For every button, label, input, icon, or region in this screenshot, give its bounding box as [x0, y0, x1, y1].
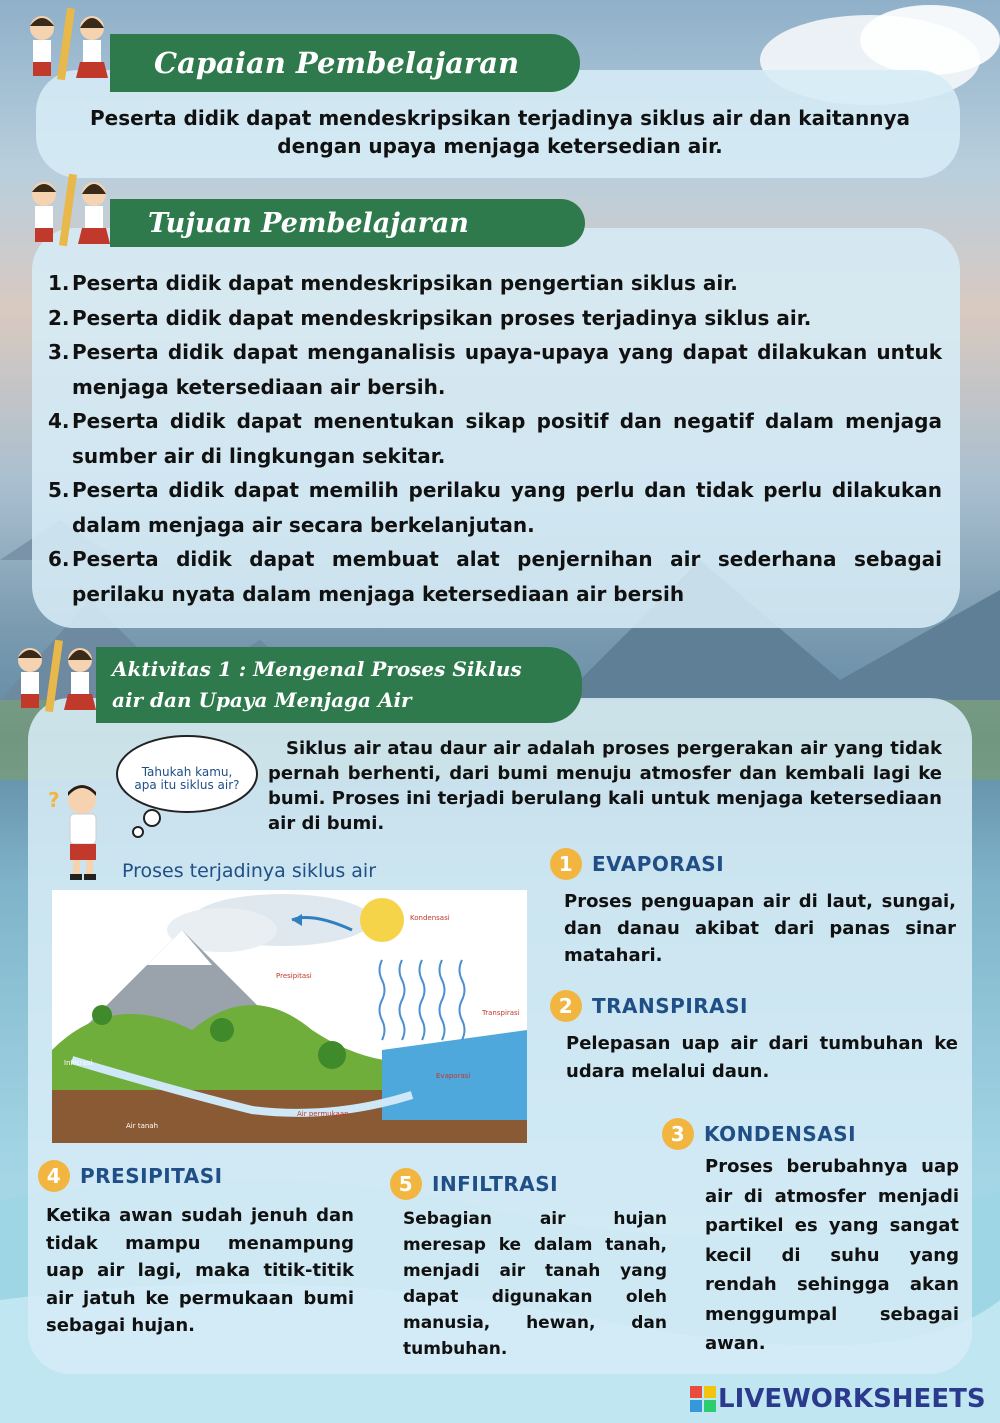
aktivitas-title-line1: Aktivitas 1 : Mengenal Proses Siklus: [112, 657, 522, 681]
step-infiltrasi-text: Sebagian air hujan meresap ke dalam tanah, menjadi air tanah yang dapat digunakan oleh manusia, hewan, dan tumbuhan.: [403, 1209, 667, 1359]
tujuan-banner: [110, 199, 585, 247]
label-transpirasi: Transpirasi: [482, 1009, 520, 1017]
liveworksheets-brand: LIVEWORKSHEETS: [718, 1384, 986, 1414]
bubble-text: Tahukah kamu, apa itu siklus air?: [134, 765, 240, 792]
aktivitas-banner: [96, 647, 582, 723]
step-number-badge: 2: [550, 990, 582, 1022]
goal-item: 2. Peserta didik dapat mendeskripsikan proses terjadinya siklus air.: [48, 305, 812, 330]
step-evaporasi-title: 1 EVAPORASI: [550, 848, 724, 880]
goal-item: 6. Peserta didik dapat membuat alat penjernihan air sederhana sebagai perilaku nyata dalam menjaga ketersediaan air bersih: [48, 547, 942, 606]
step-kondensasi-text: Proses berubahnya uap air di atmosfer menjadi partikel es yang sangat kecil di suhu yang rendah sehingga akan menggumpal sebagai awan.: [705, 1156, 959, 1354]
goal-item: 5. Peserta didik dapat memilih perilaku yang perlu dan tidak perlu dilakukan dalam menjaga air secara berkelanjutan.: [48, 478, 942, 537]
aktivitas-title-line2: air dan Upaya Menjaga Air: [112, 688, 412, 712]
label-air-tanah: Air tanah: [126, 1122, 159, 1130]
diagram-caption: Proses terjadinya siklus air: [122, 860, 377, 882]
label-infiltrasi: Infiltrasi: [64, 1059, 93, 1067]
step-kondensasi-title: 3 KONDENSASI: [662, 1118, 856, 1150]
step-evaporasi-text: Proses penguapan air di laut, sungai, dan danau akibat dari panas sinar matahari.: [564, 891, 956, 966]
liveworksheets-icon: [690, 1386, 716, 1412]
kids-pencil-icon: [20, 170, 120, 256]
intro-text: Siklus air atau daur air adalah proses pergerakan air yang tidak pernah berhenti, dari bumi menuju atmosfer dan kembali lagi ke bumi. Proses ini terjadi berulang kali untuk menjaga ketersediaan air di bumi.: [268, 738, 942, 834]
label-kondensasi: Kondensasi: [410, 914, 450, 922]
label-evaporasi: Evaporasi: [436, 1072, 471, 1080]
label-presipitasi: Presipitasi: [276, 972, 312, 980]
goal-item: 4. Peserta didik dapat menentukan sikap positif dan negatif dalam menjaga sumber air di lingkungan sekitar.: [48, 409, 942, 468]
step-number-badge: 1: [550, 848, 582, 880]
step-number-badge: 5: [390, 1168, 422, 1200]
step-number-badge: 4: [38, 1160, 70, 1192]
step-presipitasi-title: 4 PRESIPITASI: [38, 1160, 223, 1192]
label-air-permukaan: Air permukaan: [297, 1110, 349, 1118]
step-number-badge: 3: [662, 1118, 694, 1150]
step-presipitasi-text: Ketika awan sudah jenuh dan tidak mampu menampung uap air lagi, maka titik-titik air jatuh ke permukaan bumi sebagai hujan.: [46, 1205, 354, 1336]
capaian-banner: [110, 34, 580, 92]
capaian-title: Capaian Pembelajaran: [154, 46, 520, 80]
step-transpirasi-text: Pelepasan uap air dari tumbuhan ke udara melalui daun.: [566, 1033, 958, 1082]
goal-item: 1. Peserta didik dapat mendeskripsikan pengertian siklus air.: [48, 271, 738, 295]
goals-list: [48, 266, 942, 611]
water-cycle-diagram: [52, 890, 527, 1143]
step-transpirasi-title: 2 TRANSPIRASI: [550, 990, 748, 1022]
liveworksheets-logo[interactable]: [690, 1384, 986, 1414]
kids-pencil-icon: [18, 4, 118, 90]
capaian-text: Peserta didik dapat mendeskripsikan terjadinya siklus air dan kaitannya dengan upaya menjaga ketersedian air.: [89, 106, 911, 158]
kids-pencil-icon: [6, 636, 106, 722]
step-infiltrasi-title: 5 INFILTRASI: [390, 1168, 558, 1200]
goal-item: 3. Peserta didik dapat menganalisis upaya-upaya yang dapat dilakukan untuk menjaga ketersediaan air bersih.: [48, 340, 942, 399]
question-mark-icon: ?: [48, 788, 60, 812]
tujuan-title: Tujuan Pembelajaran: [148, 207, 469, 239]
